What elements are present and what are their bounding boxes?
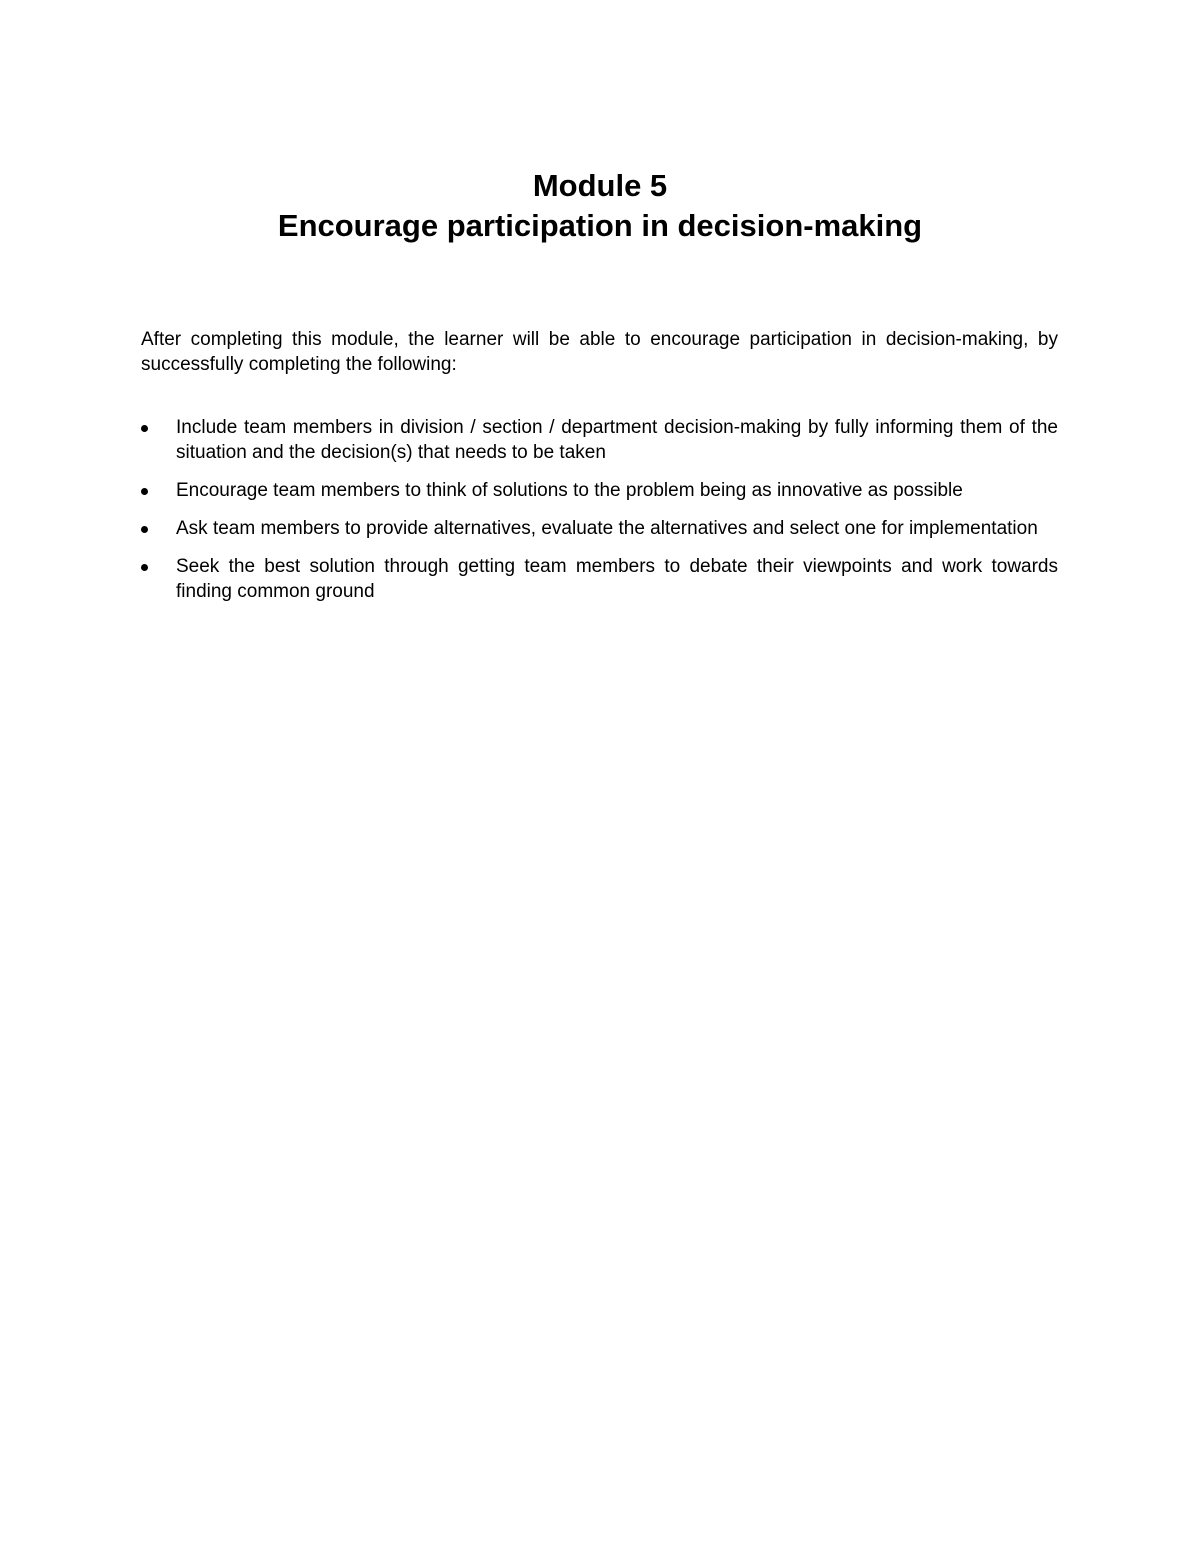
list-item — [141, 554, 1058, 604]
module-number-heading: Module 5 — [532, 168, 668, 203]
list-item-text: Seek the best solution through getting team members to debate their viewpoints and work towards finding common ground — [176, 556, 1058, 602]
list-item — [141, 478, 1058, 503]
objectives-list — [141, 415, 1058, 617]
intro-paragraph: After completing this module, the learner will be able to encourage participation in decision-making, by successfully completing the following: — [141, 329, 1058, 375]
list-item — [141, 516, 1058, 541]
list-item-text: Include team members in division / section / department decision-making by fully informing them of the situation and the decision(s) that needs to be taken — [176, 417, 1058, 463]
bullet-icon — [141, 488, 148, 495]
list-item-text: Encourage team members to think of solutions to the problem being as innovative as possible — [176, 480, 963, 501]
bullet-icon — [141, 564, 148, 571]
bullet-icon — [141, 425, 148, 432]
list-item-text: Ask team members to provide alternatives, evaluate the alternatives and select one for implementation — [176, 518, 1038, 539]
page-title — [0, 166, 1200, 246]
module-title-heading: Encourage participation in decision-making — [277, 208, 923, 243]
bullet-icon — [141, 526, 148, 533]
list-item — [141, 415, 1058, 465]
